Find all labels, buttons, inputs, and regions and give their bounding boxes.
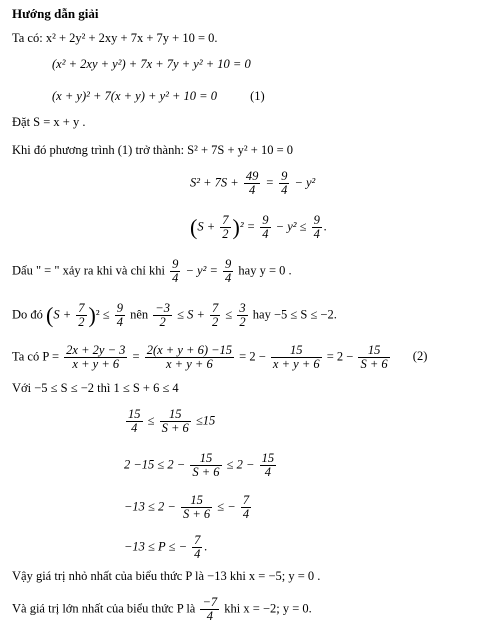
fraction (170, 258, 180, 285)
fraction (190, 452, 221, 479)
denominator: 4 (313, 227, 320, 241)
denominator: 2 (78, 315, 85, 329)
numerator: 15 (190, 493, 203, 507)
condition-line: Với −5 ≤ S ≤ −2 thì 1 ≤ S + 6 ≤ 4 (12, 381, 179, 395)
numerator: 9 (313, 213, 320, 227)
denominator: x + y + 6 (64, 357, 127, 371)
numerator: 9 (281, 169, 288, 183)
expr-part: = 2 − (239, 349, 266, 364)
equation-text: (x + y)² + 7(x + y) + y² + 10 = 0 (52, 89, 217, 103)
denominator: 4 (194, 547, 201, 561)
numerator: 3 (239, 301, 246, 315)
denominator: 4 (262, 227, 269, 241)
equation-line-7 (190, 214, 327, 241)
fraction (244, 170, 261, 197)
denominator: 4 (116, 315, 123, 329)
paren-close: ) (88, 302, 96, 328)
inequality-line-1 (124, 408, 215, 435)
expr-part: = (265, 175, 274, 190)
expr-part: Ta có P = (12, 349, 60, 364)
expr-part: −13 ≤ P ≤ − (124, 539, 188, 554)
expr-part: ≤ 2 − (226, 457, 255, 472)
inequality-line-3 (124, 494, 253, 521)
paren-open: ( (190, 214, 198, 240)
denominator: x + y + 6 (272, 357, 320, 371)
fraction (220, 214, 230, 241)
expr-part: Do đó (12, 307, 43, 322)
expr-part: hay y = 0 . (238, 263, 292, 278)
denominator: 4 (244, 183, 261, 197)
expr-part: S + (197, 219, 216, 234)
numerator: 15 (128, 407, 141, 421)
fraction (260, 452, 277, 479)
numerator: 15 (168, 407, 182, 421)
expr-part: ≤ S + (177, 307, 205, 322)
transform-line: Khi đó phương trình (1) trở thành: S² + 7S + y² + 10 = 0 (12, 143, 294, 157)
denominator: 4 (260, 465, 277, 479)
denominator: 2 (222, 227, 229, 241)
fraction (192, 534, 202, 561)
expr-part: −13 ≤ 2 − (124, 499, 176, 514)
numerator: 15 (199, 451, 213, 465)
denominator: x + y + 6 (145, 357, 234, 371)
denominator: 4 (242, 507, 250, 521)
fraction (76, 302, 86, 329)
numerator: 9 (116, 301, 123, 315)
page-title: Hướng dẫn giải (12, 6, 99, 21)
expr-part: S + (53, 307, 72, 322)
numerator: 9 (262, 213, 269, 227)
denominator: 4 (172, 271, 179, 285)
expr-part: = (132, 349, 140, 364)
conclusion-min-line: Vậy giá trị nhỏ nhất của biểu thức P là −13 khi x = −5; y = 0 . (12, 569, 321, 583)
numerator: 49 (245, 169, 259, 183)
fraction (145, 344, 234, 371)
inequality-line-4 (124, 534, 208, 561)
fraction (279, 170, 289, 197)
range-line (12, 302, 337, 329)
denominator: S + 6 (192, 465, 220, 479)
denominator: S + 6 (360, 357, 388, 371)
fraction (358, 344, 389, 371)
fraction (181, 494, 212, 521)
expr-part: ² ≤ (95, 307, 110, 322)
paren-open: ( (46, 302, 54, 328)
numerator: 9 (225, 257, 232, 271)
denominator: 2 (212, 315, 219, 329)
fraction (126, 408, 143, 435)
equation-line-6 (190, 170, 315, 197)
fraction (260, 214, 270, 241)
denominator: S + 6 (161, 421, 189, 435)
substitution-line: Đặt S = x + y . (12, 115, 86, 129)
equation-line-2: (x² + 2xy + y²) + 7x + 7y + y² + 10 = 0 (52, 57, 251, 71)
expr-part: − y² = (185, 263, 218, 278)
expr-part: . (323, 219, 327, 234)
fraction (210, 302, 220, 329)
expr-part: S² + 7S + (190, 175, 239, 190)
fraction (64, 344, 127, 371)
numerator: 2x + 2y − 3 (66, 343, 126, 357)
equality-condition-line (12, 258, 292, 285)
numerator: 9 (172, 257, 179, 271)
expr-part: ≤15 (195, 413, 216, 428)
expr-part: khi x = −2; y = 0. (224, 601, 312, 616)
expr-part: . (204, 539, 208, 554)
fraction (223, 258, 233, 285)
expr-part: Dấu " = " xảy ra khi và chỉ khi (12, 263, 165, 278)
denominator: 4 (225, 271, 232, 285)
conclusion-max-line (12, 596, 312, 623)
fraction (115, 302, 125, 329)
expr-part: − y² ≤ (275, 219, 307, 234)
expr-part: nên (130, 307, 149, 322)
denominator: S + 6 (182, 507, 211, 521)
fraction (312, 214, 322, 241)
fraction (241, 494, 251, 521)
numerator: 7 (222, 213, 229, 227)
denominator: 2 (153, 315, 172, 329)
numerator: 15 (290, 343, 303, 357)
fraction (237, 302, 247, 329)
expr-part: ≤ (147, 413, 155, 428)
equation-line-3 (52, 88, 265, 104)
paren-close: ) (232, 214, 240, 240)
fraction (153, 302, 172, 329)
expr-part: 2 −15 ≤ 2 − (124, 457, 186, 472)
numerator: −7 (202, 595, 218, 609)
numerator: 7 (194, 533, 201, 547)
denominator: 4 (200, 609, 219, 623)
equation-tag: (1) (250, 89, 265, 103)
numerator: 7 (242, 493, 250, 507)
inequality-line-2 (124, 452, 278, 479)
numerator: −3 (155, 301, 170, 315)
numerator: 15 (367, 343, 381, 357)
expr-part: = 2 − (326, 349, 354, 364)
fraction (200, 596, 219, 623)
equation-line-1: Ta có: x² + 2y² + 2xy + 7x + 7y + 10 = 0. (12, 31, 218, 45)
p-expression-line (12, 344, 427, 371)
numerator: 7 (212, 301, 219, 315)
expr-part: ² = (239, 219, 256, 234)
expr-part: ≤ − (217, 499, 236, 514)
expr-part: hay −5 ≤ S ≤ −2. (252, 307, 337, 322)
numerator: 15 (261, 451, 275, 465)
denominator: 4 (126, 421, 143, 435)
denominator: 4 (281, 183, 288, 197)
fraction (271, 344, 322, 371)
equation-tag: (2) (412, 349, 428, 364)
expr-part: ≤ (225, 307, 233, 322)
fraction (160, 408, 191, 435)
expr-part: Và giá trị lớn nhất của biểu thức P là (12, 601, 196, 616)
expr-part: − y² (294, 175, 316, 190)
denominator: 2 (239, 315, 246, 329)
numerator: 2(x + y + 6) −15 (146, 343, 233, 357)
numerator: 7 (78, 301, 85, 315)
